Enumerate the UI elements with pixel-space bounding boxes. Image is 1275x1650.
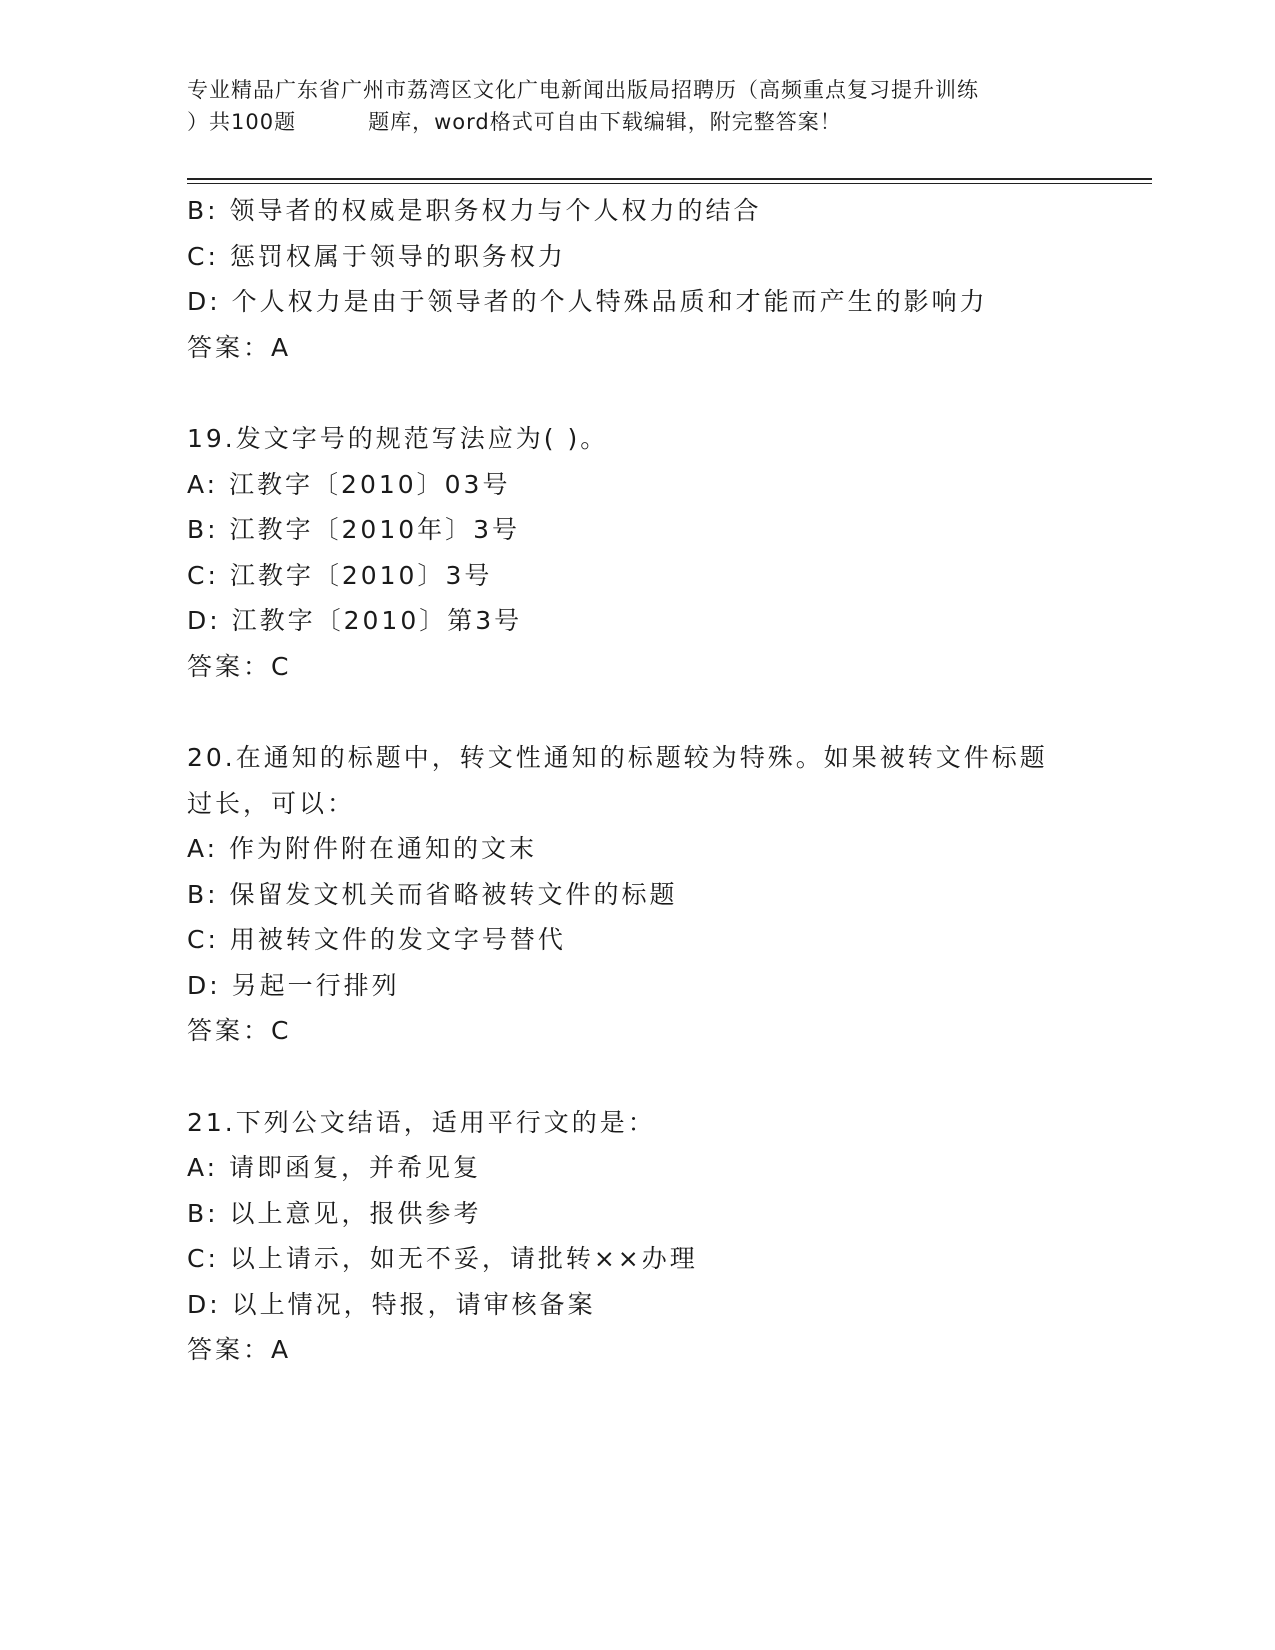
option-c: C: 江教字〔2010〕3号 (187, 560, 493, 590)
question-content (187, 188, 1087, 1373)
header-line-2-part-b: 题库，word格式可自由下载编辑，附完整答案！ (368, 110, 842, 134)
header-rule-thin (187, 183, 1152, 184)
option-a: A: 江教字〔2010〕03号 (187, 469, 511, 499)
question-block-20 (187, 735, 1087, 1054)
option-b: B: 以上意见，报供参考 (187, 1198, 482, 1228)
option-d: D: 个人权力是由于领导者的个人特殊品质和才能而产生的影响力 (187, 287, 988, 316)
answer-line: 答案：A (187, 1335, 292, 1364)
option-c: C: 用被转文件的发文字号替代 (187, 925, 566, 954)
question-block-21 (187, 1100, 1087, 1373)
answer-line: 答案：C (187, 1016, 292, 1045)
header-rule-thick (187, 178, 1152, 180)
question-stem: 19.发文字号的规范写法应为( )。 (187, 424, 609, 453)
question-stem-continued: 过长，可以： (187, 788, 356, 818)
page-header (187, 74, 1087, 138)
option-b: B: 领导者的权威是职务权力与个人权力的结合 (187, 196, 762, 225)
answer-line: 答案：C (187, 651, 292, 681)
question-block-19 (187, 416, 1087, 689)
question-stem: 20.在通知的标题中，转文性通知的标题较为特殊。如果被转文件标题 (187, 743, 1048, 772)
option-a: A: 作为附件附在通知的文末 (187, 834, 538, 863)
option-d: D: 以上情况，特报，请审核备案 (187, 1289, 596, 1319)
option-b: B: 保留发文机关而省略被转文件的标题 (187, 879, 678, 909)
header-line-1: 专业精品广东省广州市荔湾区文化广电新闻出版局招聘历（高频重点复习提升训练 (187, 78, 979, 102)
option-a: A: 请即函复，并希见复 (187, 1153, 482, 1182)
header-line-2-part-a: ）共100题 (187, 110, 297, 134)
header-line-2 (187, 106, 1087, 138)
question-block-prev (187, 188, 1087, 370)
option-c: C: 以上请示，如无不妥，请批转××办理 (187, 1244, 698, 1273)
answer-line: 答案：A (187, 332, 292, 362)
option-b: B: 江教字〔2010年〕3号 (187, 515, 521, 544)
option-d: D: 另起一行排列 (187, 970, 400, 1000)
question-stem: 21.下列公文结语，适用平行文的是： (187, 1107, 656, 1137)
option-c: C: 惩罚权属于领导的职务权力 (187, 241, 566, 271)
option-d: D: 江教字〔2010〕第3号 (187, 606, 523, 635)
